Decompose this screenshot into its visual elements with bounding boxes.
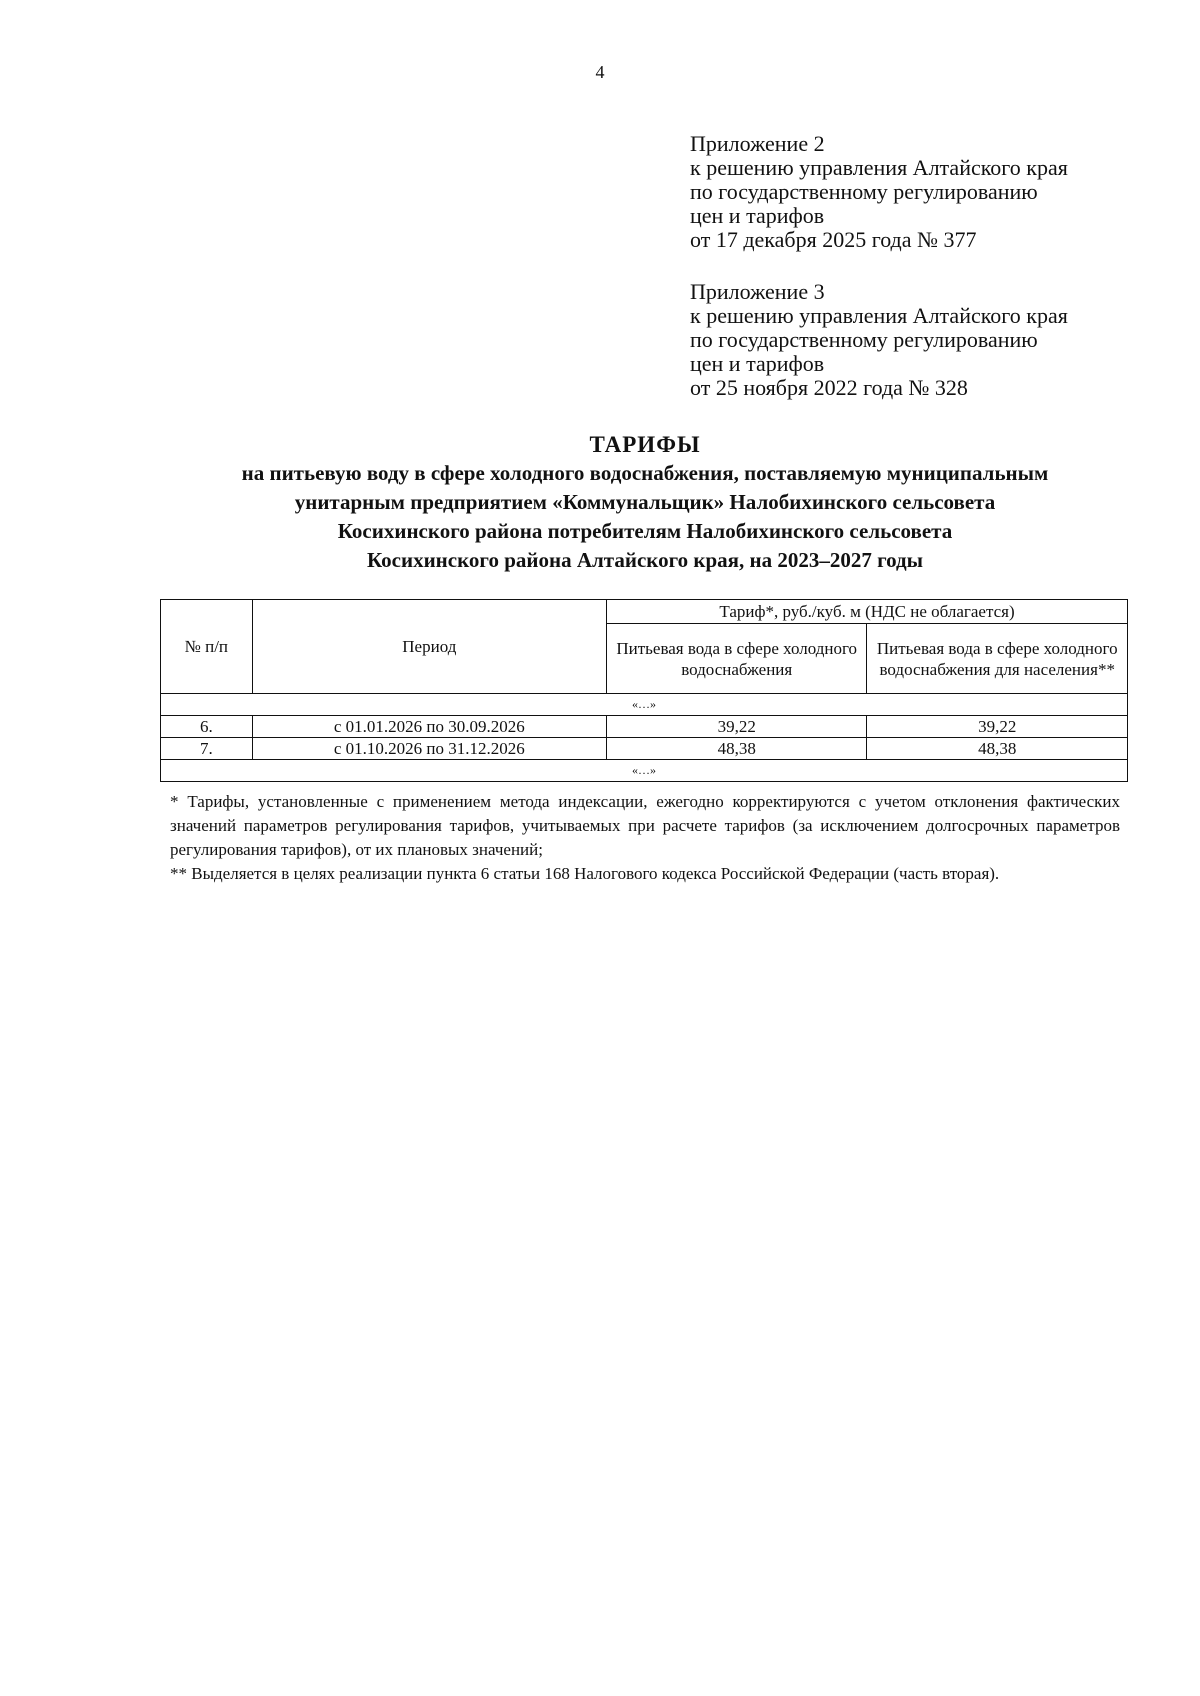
annex-2-header bbox=[690, 132, 1150, 252]
row-tariff-population: 39,22 bbox=[867, 716, 1128, 738]
ellipsis-row: «…» bbox=[161, 760, 1128, 782]
annex-line: по государственному регулированию bbox=[690, 327, 1038, 352]
annex-line: от 25 ноября 2022 года № 328 bbox=[690, 375, 968, 400]
row-num: 7. bbox=[161, 738, 253, 760]
row-period: с 01.10.2026 по 31.12.2026 bbox=[252, 738, 606, 760]
row-num: 6. bbox=[161, 716, 253, 738]
footnote-2: ** Выделяется в целях реализации пункта 6 статьи 168 Налогового кодекса Российской Федерации (часть вторая). bbox=[170, 864, 1000, 883]
annex-line: Приложение 3 bbox=[690, 279, 825, 304]
annex-line: цен и тарифов bbox=[690, 351, 825, 376]
row-tariff: 48,38 bbox=[606, 738, 867, 760]
ellipsis-row: «…» bbox=[161, 694, 1128, 716]
annex-3-header bbox=[690, 280, 1150, 400]
document-title bbox=[150, 430, 1140, 575]
header-col-water: Питьевая вода в сфере холодного водоснабжения bbox=[606, 624, 867, 694]
annex-line: цен и тарифов bbox=[690, 203, 825, 228]
row-tariff: 39,22 bbox=[606, 716, 867, 738]
annex-line: к решению управления Алтайского края bbox=[690, 155, 1068, 180]
title-main: ТАРИФЫ bbox=[589, 432, 701, 457]
title-line: унитарным предприятием «Коммунальщик» Налобихинского сельсовета bbox=[294, 490, 996, 514]
title-line: на питьевую воду в сфере холодного водоснабжения, поставляемую муниципальным bbox=[241, 461, 1049, 485]
annex-line: по государственному регулированию bbox=[690, 179, 1038, 204]
header-col-water-population: Питьевая вода в сфере холодного водоснабжения для населения** bbox=[867, 624, 1128, 694]
tariffs-table bbox=[160, 599, 1128, 782]
header-tariff: Тариф*, руб./куб. м (НДС не облагается) bbox=[606, 600, 1127, 624]
annex-line: Приложение 2 bbox=[690, 131, 825, 156]
footnotes bbox=[170, 790, 1120, 886]
row-period: с 01.01.2026 по 30.09.2026 bbox=[252, 716, 606, 738]
header-period: Период bbox=[252, 600, 606, 694]
page-number: 4 bbox=[595, 62, 605, 82]
annex-line: от 17 декабря 2025 года № 377 bbox=[690, 227, 977, 252]
title-line: Косихинского района Алтайского края, на 2023–2027 годы bbox=[366, 548, 924, 572]
annex-line: к решению управления Алтайского края bbox=[690, 303, 1068, 328]
title-line: Косихинского района потребителям Налобихинского сельсовета bbox=[337, 519, 953, 543]
row-tariff-population: 48,38 bbox=[867, 738, 1128, 760]
footnote-1: * Тарифы, установленные с применением метода индексации, ежегодно корректируются с учетом отклонения фактических значений параметров регулирования тарифов, учитываемых при расчете тарифов (за исключением долгосрочных параметров регулирования тарифов), от их плановых значений; bbox=[170, 792, 1120, 859]
table-row bbox=[161, 738, 1128, 760]
table-row bbox=[161, 716, 1128, 738]
header-num: № п/п bbox=[161, 600, 253, 694]
